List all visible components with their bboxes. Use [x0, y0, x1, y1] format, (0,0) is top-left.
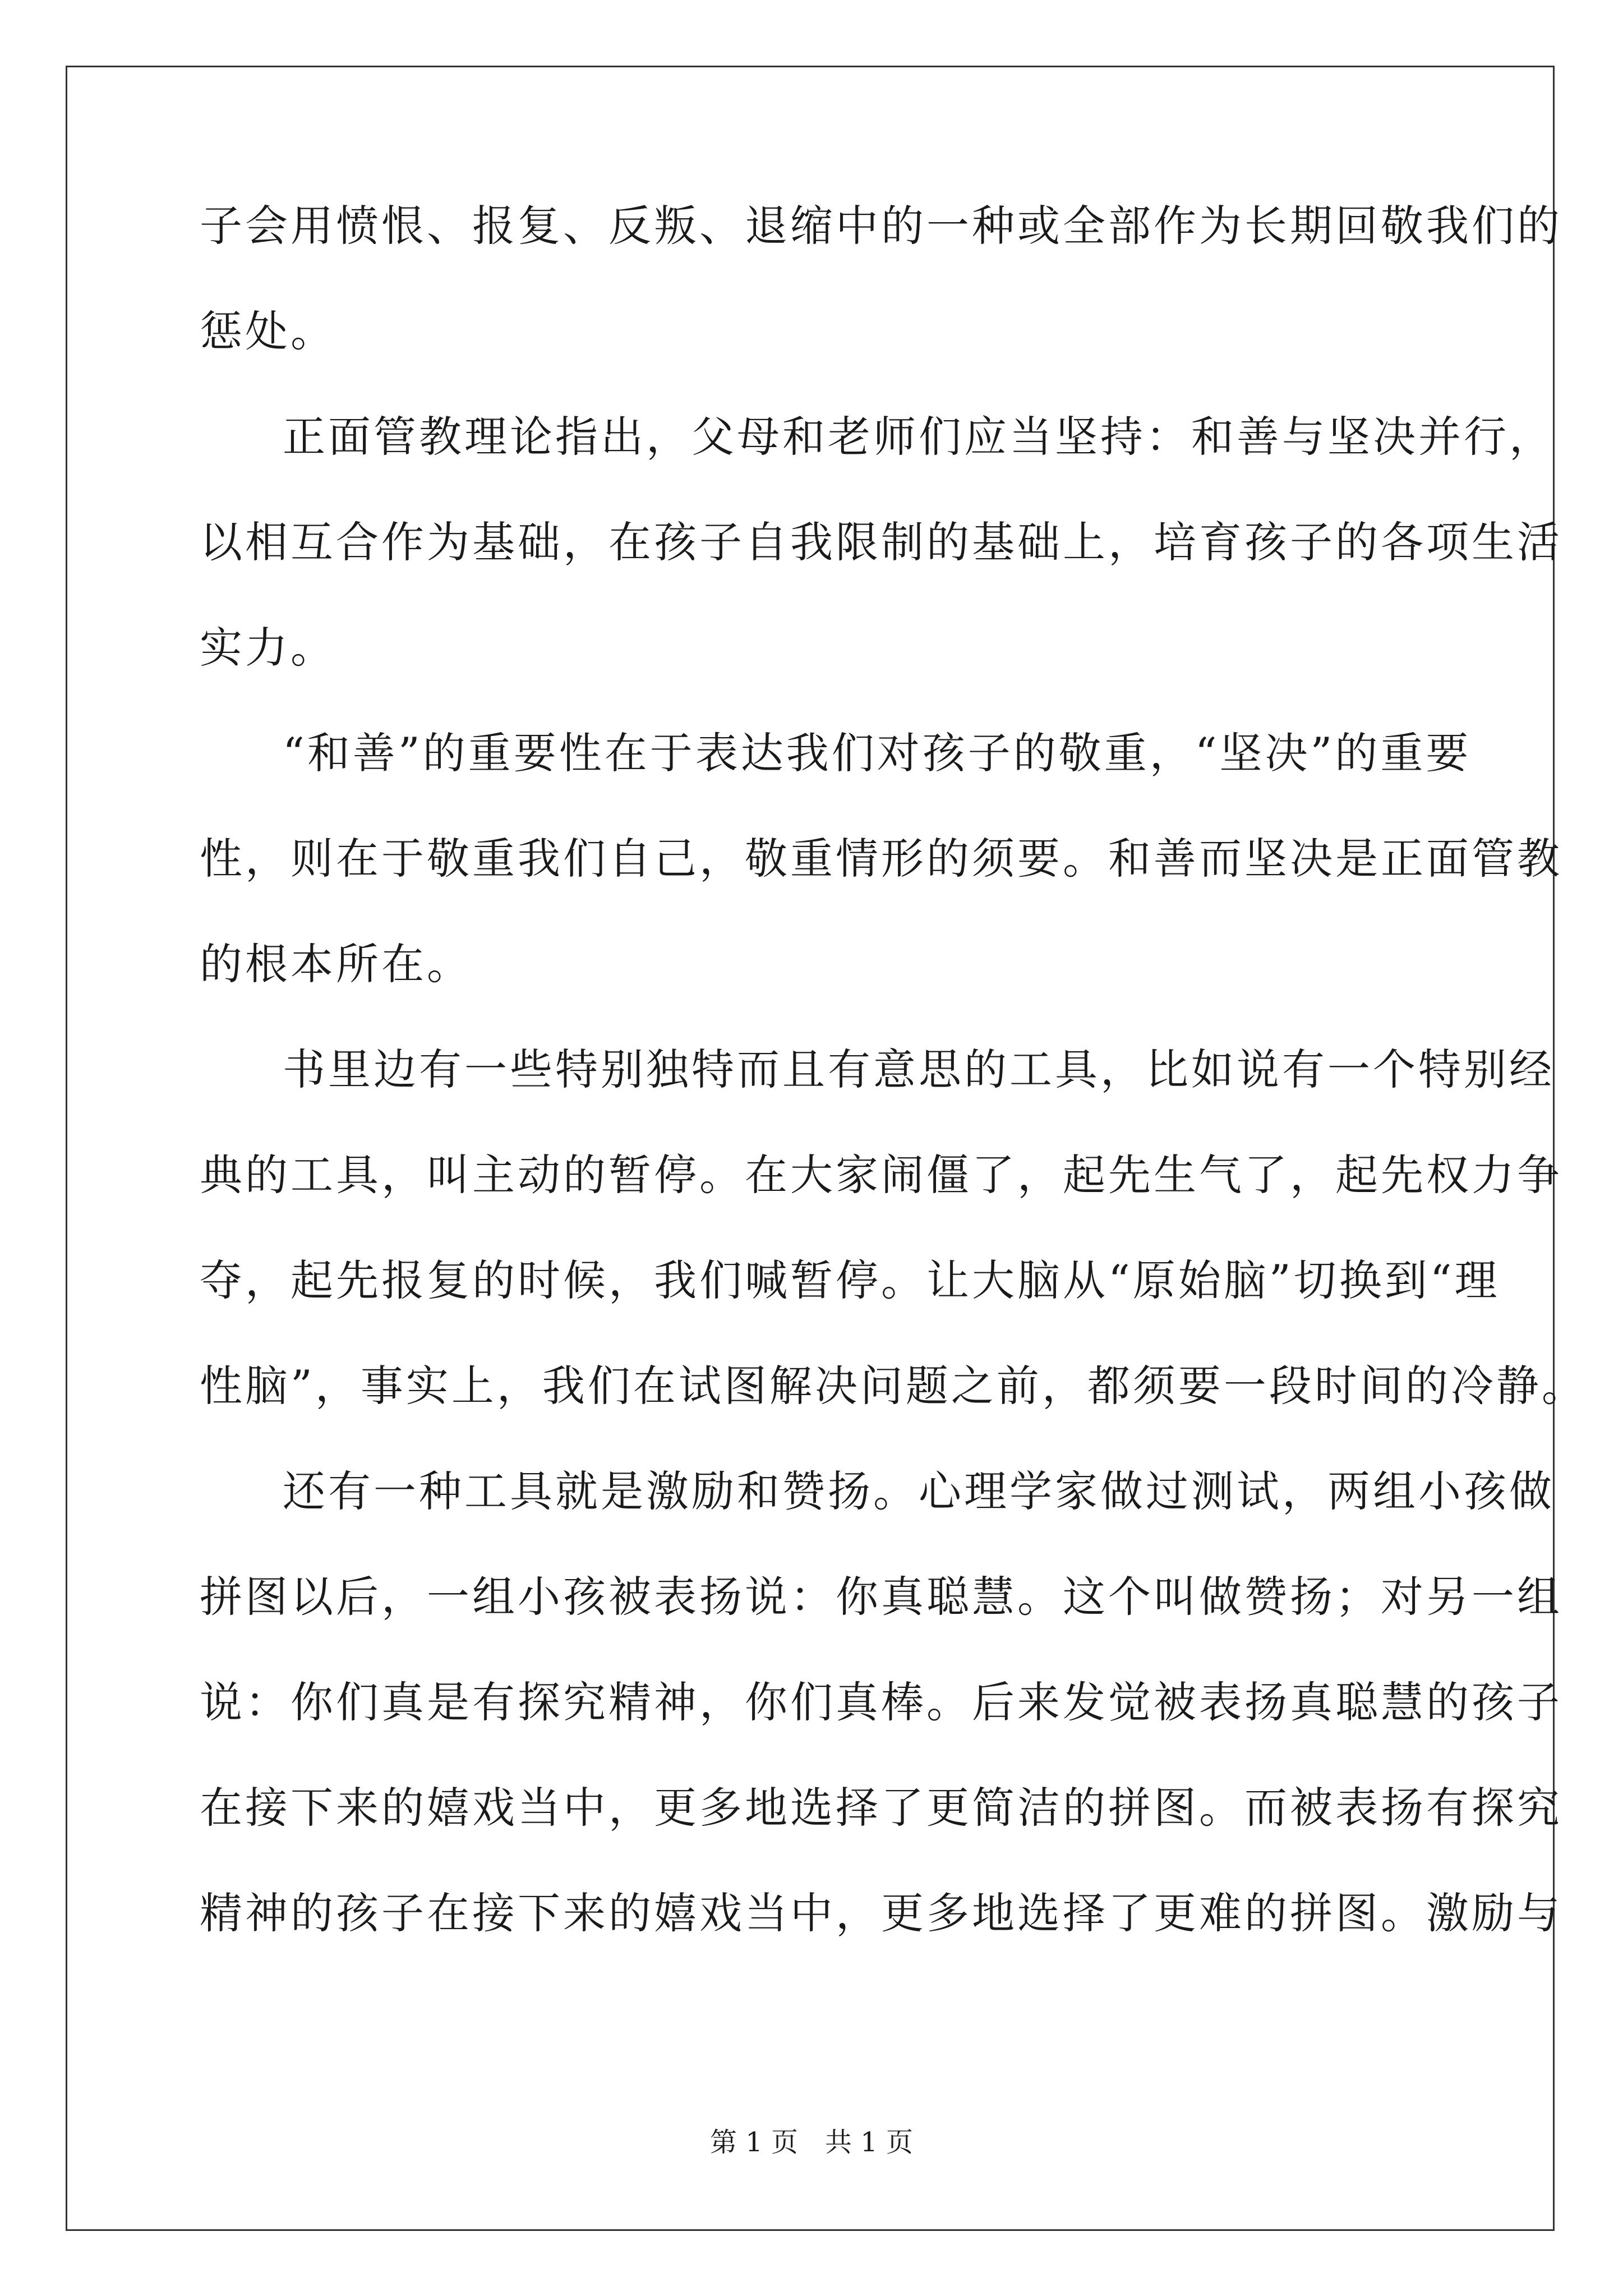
- text-line: 的根本所在。: [200, 939, 472, 989]
- text-line: 书里边有一些特别独特而且有意思的工具，比如说有一个特别经: [283, 1045, 1555, 1094]
- text-line: “和善”的重要性在于表达我们对孩子的敬重，“坚决”的重要: [283, 728, 1472, 778]
- text-line: 夺，起先报复的时候，我们喊暂停。让大脑从“原始脑”切换到“理: [200, 1255, 1500, 1305]
- text-line: 拼图以后，一组小孩被表扬说：你真聪慧。这个叫做赞扬；对另一组: [200, 1572, 1562, 1622]
- text-line: 实力。: [200, 623, 336, 673]
- text-line: 性，则在于敬重我们自己，敬重情形的须要。和善而坚决是正面管教: [200, 834, 1562, 884]
- text-line: 说：你们真是有探究精神，你们真棒。后来发觉被表扬真聪慧的孩子: [200, 1677, 1562, 1727]
- text-line: 以相互合作为基础，在孩子自我限制的基础上，培育孩子的各项生活: [200, 517, 1562, 567]
- text-line: 性脑”，事实上，我们在试图解决问题之前，都须要一段时间的冷静。: [200, 1361, 1587, 1411]
- text-line: 典的工具，叫主动的暂停。在大家闹僵了，起先生气了，起先权力争: [200, 1150, 1562, 1200]
- text-line: 还有一种工具就是激励和赞扬。心理学家做过测试，两组小孩做: [283, 1466, 1555, 1516]
- text-line: 在接下来的嬉戏当中，更多地选择了更简洁的拼图。而被表扬有探究: [200, 1783, 1562, 1833]
- text-line: 精神的孩子在接下来的嬉戏当中，更多地选择了更难的拼图。激励与: [200, 1888, 1562, 1938]
- text-line: 正面管教理论指出，父母和老师们应当坚持：和善与坚决并行，: [283, 412, 1555, 462]
- text-line: 子会用愤恨、报复、反叛、退缩中的一种或全部作为长期回敬我们的: [200, 201, 1562, 251]
- text-line: 惩处。: [200, 306, 336, 356]
- page-footer: 第 1 页 共 1 页: [709, 2127, 914, 2158]
